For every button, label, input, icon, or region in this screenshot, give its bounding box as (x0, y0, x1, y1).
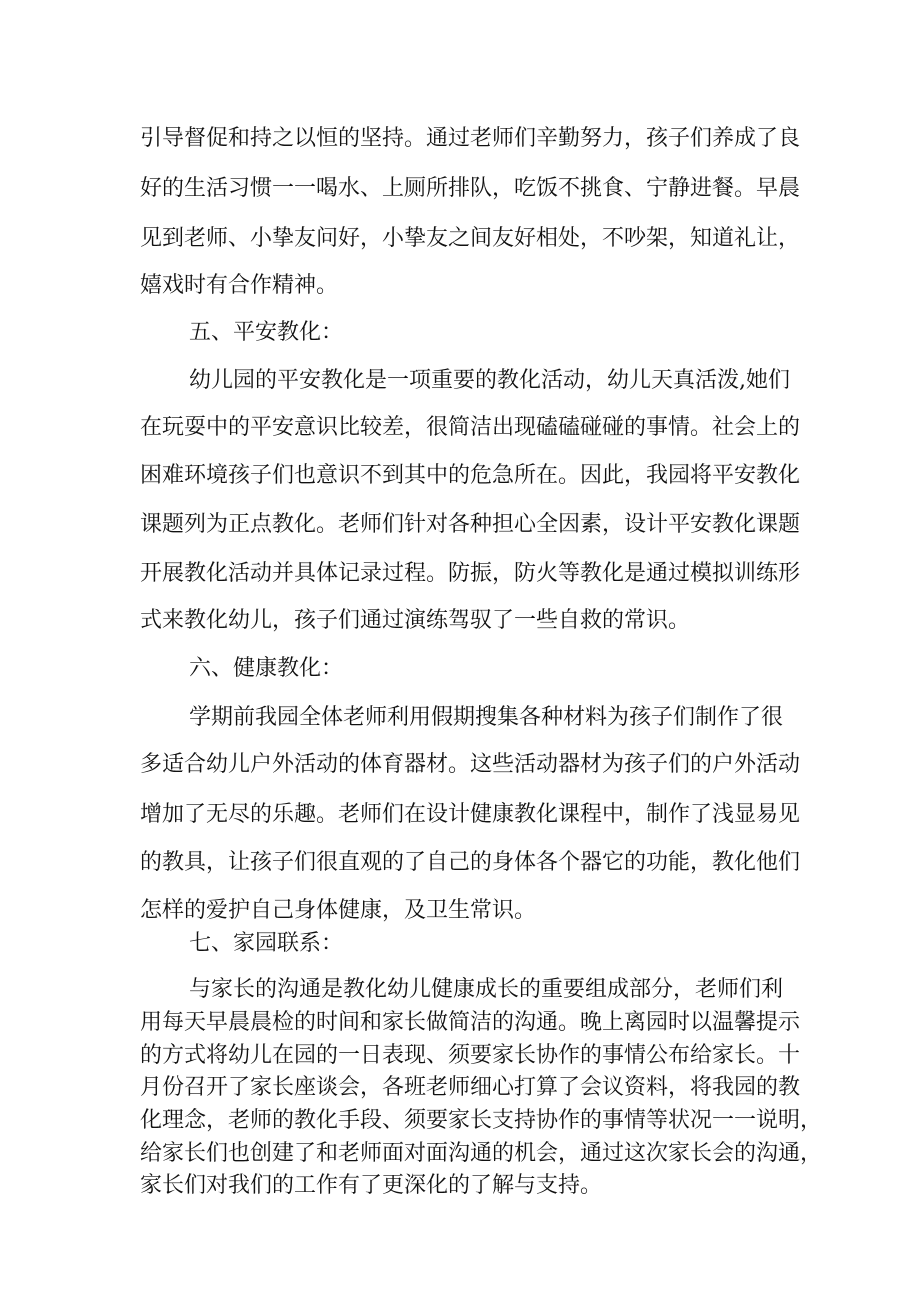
text-line: 化理念，老师的教化手段、须要家长支持协作的事情等状况一一说明， (140, 1108, 823, 1133)
text-line: 嬉戏时有合作精神。 (140, 273, 339, 298)
text-line: 的方式将幼儿在园的一日表现、须要家长协作的事情公布给家长。十 (140, 1043, 801, 1068)
text-line: 增加了无尽的乐趣。老师们在设计健康教化课程中，制作了浅显易见 (140, 802, 801, 827)
text-line: 在玩耍中的平安意识比较差，很简洁出现磕磕碰碰的事情。社会上的 (140, 415, 801, 440)
text-line: 用每天早晨晨检的时间和家长做简洁的沟通。晚上离园时以温馨提示 (140, 1010, 801, 1035)
text-line: 家长们对我们的工作有了更深化的了解与支持。 (140, 1173, 603, 1198)
text-line: 引导督促和持之以恒的坚持。通过老师们辛勤努力，孩子们养成了良 (140, 126, 801, 151)
text-line: 开展教化活动并具体记录过程。防振，防火等教化是通过模拟训练形 (140, 561, 801, 586)
text-line: 幼儿园的平安教化是一项重要的教化活动，幼儿天真活泼,她们 (189, 368, 790, 393)
text-line: 课题列为正点教化。老师们针对各种担心全因素，设计平安教化课题 (140, 512, 801, 537)
text-line: 的教具，让孩子们很直观的了自己的身体各个器它的功能，教化他们 (140, 850, 801, 875)
section-heading: 五、平安教化： (189, 320, 344, 345)
text-line: 困难环境孩子们也意识不到其中的危急所在。因此，我园将平安教化 (140, 463, 801, 488)
text-line: 多适合幼儿户外活动的体育器材。这些活动器材为孩子们的户外活动 (140, 752, 801, 777)
text-line: 式来教化幼儿，孩子们通过演练驾驭了一些自救的常识。 (140, 608, 691, 633)
text-line: 好的生活习惯一一喝水、上厕所排队，吃饭不挑食、宁静进餐。早晨 (140, 176, 801, 201)
text-line: 怎样的爱护自己身体健康，及卫生常识。 (140, 898, 537, 923)
section-heading: 七、家园联系： (189, 931, 344, 956)
text-line: 见到老师、小挚友问好，小挚友之间友好相处，不吵架，知道礼让， (140, 226, 801, 251)
text-line: 月份召开了家长座谈会，各班老师细心打算了会议资料，将我园的教 (140, 1075, 801, 1100)
text-line: 给家长们也创建了和老师面对面沟通的机会，通过这次家长会的沟通， (140, 1141, 823, 1166)
text-line: 学期前我园全体老师利用假期搜集各种材料为孩子们制作了很 (189, 705, 784, 730)
section-heading: 六、健康教化： (189, 656, 344, 681)
text-line: 与家长的沟通是教化幼儿健康成长的重要组成部分，老师们利 (189, 977, 784, 1002)
